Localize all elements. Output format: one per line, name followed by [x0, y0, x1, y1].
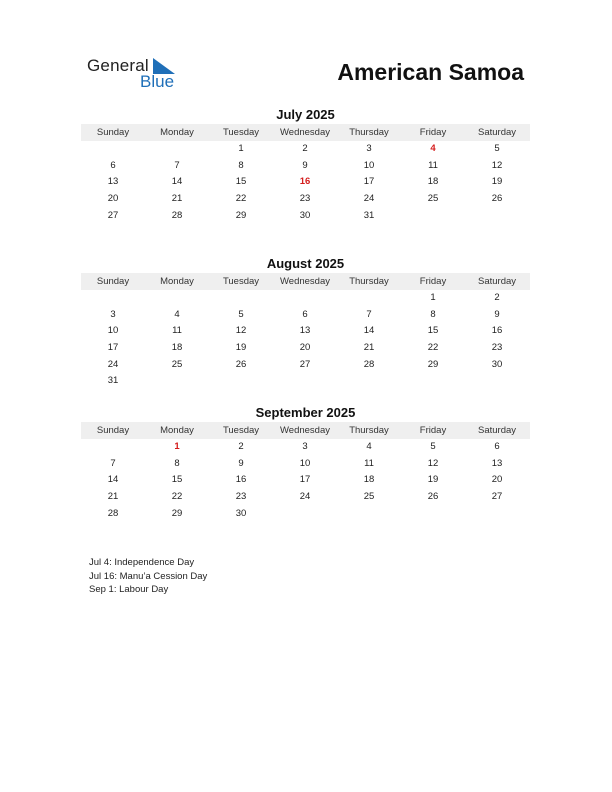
day-cell: 9: [302, 159, 308, 171]
weekday-label: Thursday: [349, 276, 389, 287]
month-july: [81, 107, 530, 224]
day-cell: 7: [174, 159, 180, 171]
country-title: American Samoa: [337, 59, 524, 85]
day-cell: 23: [235, 491, 247, 503]
day-cell: 1: [430, 292, 436, 303]
month-september: [81, 405, 530, 522]
day-cell: 24: [299, 491, 311, 503]
weekday-label: Wednesday: [280, 276, 330, 287]
day-cell: 5: [494, 143, 500, 154]
day-cell: 8: [430, 308, 436, 320]
day-cell: 16: [491, 325, 503, 337]
holiday-note: Jul 16: Manu’a Cession Day: [89, 570, 208, 582]
weekday-label: Wednesday: [280, 127, 330, 138]
day-cell: 9: [238, 457, 244, 469]
day-cell: 13: [491, 457, 503, 469]
day-cell: 26: [427, 491, 439, 503]
day-cell: 26: [235, 358, 247, 370]
day-cell: 23: [491, 342, 503, 354]
empty-day-cell: [81, 439, 145, 456]
day-cell: 8: [238, 159, 244, 171]
week-row: [81, 208, 530, 225]
day-cell: 10: [299, 457, 311, 469]
day-cell: 14: [107, 474, 119, 486]
day-cell: 14: [171, 176, 183, 188]
weekday-header: [81, 422, 530, 439]
weekday-label: Sunday: [96, 425, 130, 436]
day-cell: 15: [235, 176, 247, 188]
day-cell: 9: [494, 308, 500, 320]
day-cell: 6: [494, 441, 500, 452]
empty-day-cell: [145, 141, 209, 158]
empty-day-cell: [465, 506, 529, 523]
holiday-day-cell: 4: [430, 143, 436, 154]
day-cell: 4: [174, 308, 180, 320]
month-grid: [81, 290, 530, 390]
weekday-label: Thursday: [349, 425, 389, 436]
day-cell: 25: [363, 491, 375, 503]
weekday-label: Friday: [419, 127, 447, 138]
day-cell: 5: [430, 441, 436, 452]
day-cell: 6: [302, 308, 308, 320]
month-august: [81, 256, 530, 390]
holiday-day-cell: 1: [174, 441, 180, 452]
day-cell: 6: [110, 159, 116, 171]
empty-day-cell: [273, 290, 337, 307]
weekday-label: Saturday: [477, 425, 517, 436]
week-row: [81, 323, 530, 340]
day-cell: 22: [427, 342, 439, 354]
day-cell: 20: [107, 193, 119, 205]
day-cell: 27: [299, 358, 311, 370]
week-row: [81, 373, 530, 390]
holiday-notes: [89, 556, 207, 597]
day-cell: 2: [238, 441, 244, 452]
day-cell: 20: [491, 474, 503, 486]
weekday-header: [81, 124, 530, 141]
month-grid: [81, 439, 530, 522]
empty-day-cell: [337, 506, 401, 523]
day-cell: 17: [299, 474, 311, 486]
day-cell: 31: [363, 209, 375, 221]
day-cell: 28: [107, 507, 119, 519]
day-cell: 18: [363, 474, 375, 486]
empty-day-cell: [81, 290, 145, 307]
empty-day-cell: [145, 373, 209, 390]
empty-day-cell: [273, 506, 337, 523]
empty-day-cell: [273, 373, 337, 390]
day-cell: 19: [491, 176, 503, 188]
day-cell: 19: [427, 474, 439, 486]
day-cell: 25: [427, 193, 439, 205]
logo-text-blue: Blue: [140, 72, 175, 91]
day-cell: 31: [107, 375, 119, 387]
day-cell: 15: [171, 474, 183, 486]
day-cell: 27: [491, 491, 503, 503]
empty-day-cell: [209, 373, 273, 390]
day-cell: 15: [427, 325, 439, 337]
day-cell: 25: [171, 358, 183, 370]
day-cell: 28: [171, 209, 183, 221]
day-cell: 27: [107, 209, 119, 221]
day-cell: 26: [491, 193, 503, 205]
week-row: [81, 489, 530, 506]
month-title: July 2025: [276, 107, 335, 122]
week-row: [81, 290, 530, 307]
weekday-label: Wednesday: [280, 425, 330, 436]
weekday-label: Sunday: [96, 127, 130, 138]
empty-day-cell: [465, 208, 529, 225]
day-cell: 14: [363, 325, 375, 337]
weekday-label: Friday: [419, 425, 447, 436]
day-cell: 22: [171, 491, 183, 503]
day-cell: 7: [110, 457, 116, 469]
day-cell: 10: [363, 159, 375, 171]
day-cell: 19: [235, 342, 247, 354]
weekday-label: Monday: [160, 276, 194, 287]
weekday-label: Tuesday: [222, 425, 260, 436]
empty-day-cell: [209, 290, 273, 307]
week-row: [81, 174, 530, 191]
empty-day-cell: [465, 373, 529, 390]
logo-text-general: General: [87, 56, 149, 75]
week-row: [81, 506, 530, 523]
day-cell: 18: [427, 176, 439, 188]
empty-day-cell: [337, 373, 401, 390]
day-cell: 16: [235, 474, 247, 486]
week-row: [81, 158, 530, 175]
month-title: August 2025: [266, 256, 345, 271]
day-cell: 7: [366, 308, 372, 320]
day-cell: 30: [235, 507, 247, 519]
day-cell: 8: [174, 457, 180, 469]
week-row: [81, 439, 530, 456]
day-cell: 2: [302, 143, 308, 154]
day-cell: 21: [107, 491, 119, 503]
weekday-label: Saturday: [477, 276, 517, 287]
day-cell: 5: [238, 308, 244, 320]
day-cell: 12: [427, 457, 439, 469]
day-cell: 21: [171, 193, 183, 205]
week-row: [81, 456, 530, 473]
week-row: [81, 472, 530, 489]
day-cell: 13: [107, 176, 119, 188]
weekday-label: Saturday: [477, 127, 517, 138]
day-cell: 28: [363, 358, 375, 370]
day-cell: 24: [363, 193, 375, 205]
day-cell: 17: [107, 342, 119, 354]
holiday-note: Jul 4: Independence Day: [89, 557, 195, 568]
day-cell: 21: [363, 342, 375, 354]
day-cell: 3: [302, 441, 308, 452]
week-row: [81, 340, 530, 357]
week-row: [81, 357, 530, 374]
day-cell: 13: [299, 325, 311, 337]
month-grid: [81, 141, 530, 224]
empty-day-cell: [401, 373, 465, 390]
day-cell: 1: [238, 143, 244, 154]
weekday-label: Friday: [419, 276, 447, 287]
weekday-label: Monday: [160, 127, 194, 138]
holiday-day-cell: 16: [299, 176, 311, 188]
day-cell: 10: [107, 325, 119, 337]
weekday-label: Thursday: [349, 127, 389, 138]
week-row: [81, 191, 530, 208]
weekday-label: Monday: [160, 425, 194, 436]
day-cell: 29: [171, 507, 183, 519]
day-cell: 4: [366, 441, 372, 452]
day-cell: 23: [299, 193, 311, 205]
empty-day-cell: [145, 290, 209, 307]
holiday-note: Sep 1: Labour Day: [89, 584, 169, 595]
day-cell: 11: [172, 325, 182, 337]
weekday-label: Sunday: [96, 276, 130, 287]
day-cell: 12: [491, 159, 503, 171]
month-title: September 2025: [255, 405, 356, 420]
day-cell: 18: [171, 342, 183, 354]
weekday-label: Tuesday: [222, 276, 260, 287]
empty-day-cell: [81, 141, 145, 158]
week-row: [81, 141, 530, 158]
weekday-label: Tuesday: [222, 127, 260, 138]
day-cell: 3: [366, 143, 372, 154]
day-cell: 20: [299, 342, 311, 354]
day-cell: 30: [491, 358, 503, 370]
weekday-header: [81, 273, 530, 290]
generalblue-logo: [87, 56, 187, 92]
day-cell: 12: [235, 325, 247, 337]
day-cell: 24: [107, 358, 119, 370]
day-cell: 11: [428, 159, 438, 171]
empty-day-cell: [401, 208, 465, 225]
day-cell: 2: [494, 292, 500, 303]
day-cell: 11: [364, 457, 374, 469]
week-row: [81, 307, 530, 324]
empty-day-cell: [337, 290, 401, 307]
day-cell: 29: [427, 358, 439, 370]
day-cell: 17: [363, 176, 375, 188]
empty-day-cell: [401, 506, 465, 523]
day-cell: 22: [235, 193, 247, 205]
day-cell: 30: [299, 209, 311, 221]
day-cell: 3: [110, 308, 116, 320]
day-cell: 29: [235, 209, 247, 221]
